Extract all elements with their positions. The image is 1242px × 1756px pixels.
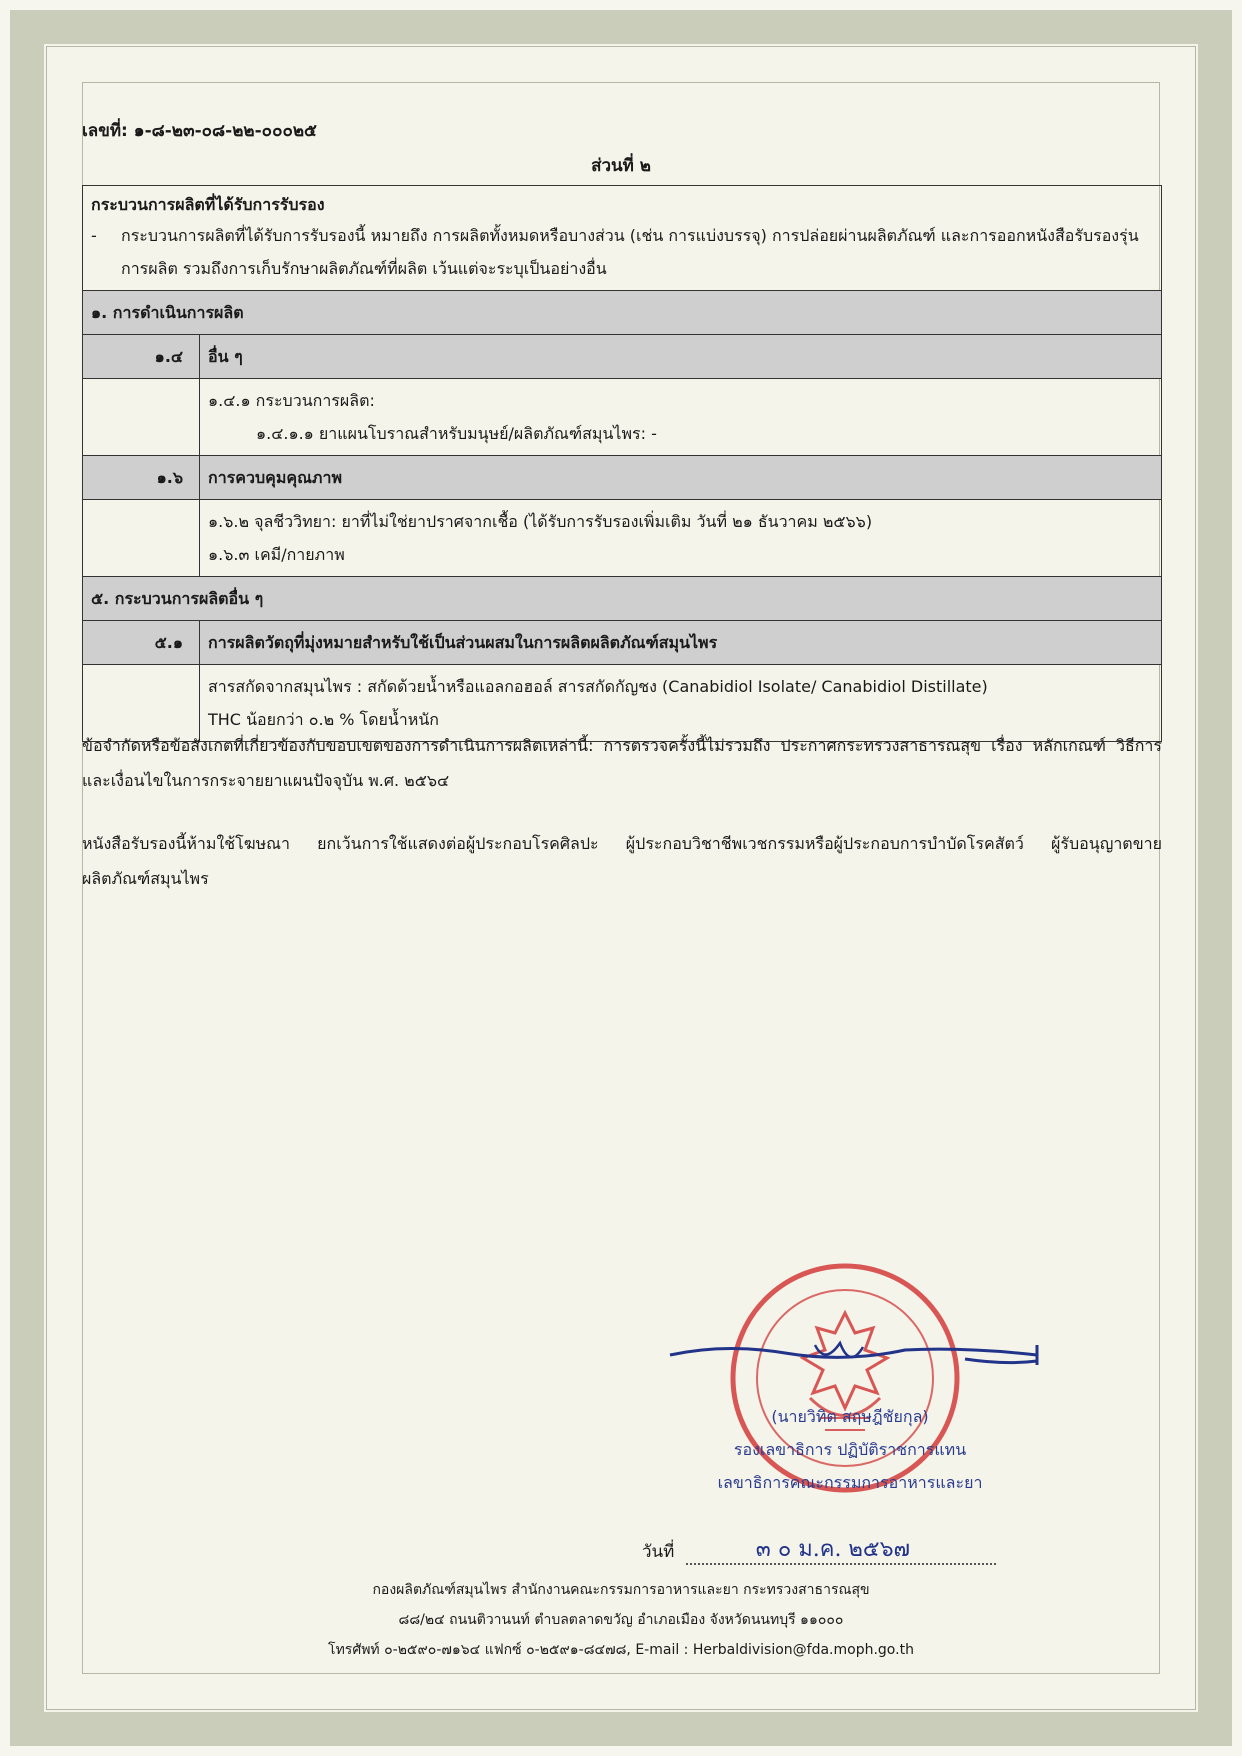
section-1-6-number: ๑.๖ bbox=[83, 456, 200, 500]
document-number: เลขที่: ๑-๘-๒๓-๐๘-๒๒-๐๐๐๒๕ bbox=[82, 121, 317, 141]
section-5-1-number: ๕.๑ bbox=[83, 621, 200, 665]
date-dotted-line bbox=[686, 1537, 996, 1565]
footer-address: ๘๘/๒๔ ถนนติวานนท์ ตำบลตลาดขวัญ อำเภอเมือง จังหวัดนนทบุรี ๑๑๐๐๐ bbox=[398, 1612, 844, 1628]
section-row bbox=[83, 456, 1162, 500]
item-1-4-1: ๑.๔.๑ กระบวนการผลิต: bbox=[208, 391, 375, 410]
section-1-header: ๑. การดำเนินการผลิต bbox=[83, 291, 1162, 335]
intro-text: กระบวนการผลิตที่ได้รับการรับรองนี้ หมายถึง การผลิตทั้งหมดหรือบางส่วน (เช่น การแบ่งบรรจุ) การปล่อยผ่านผลิตภัณฑ์ และการออกหนังสือรับรองรุ่นการผลิต รวมถึงการเก็บรักษาผลิตภัณฑ์ที่ผลิต เว้นแต่จะระบุเป็นอย่างอื่น bbox=[121, 226, 1139, 278]
section-5-1-title: การผลิตวัตถุที่มุ่งหมายสำหรับใช้เป็นส่วนผสมในการผลิตผลิตภัณฑ์สมุนไพร bbox=[200, 621, 1162, 665]
footer-department: กองผลิตภัณฑ์สมุนไพร สำนักงานคณะกรรมการอาหารและยา กระทรวงสาธารณสุข bbox=[372, 1582, 870, 1598]
section-row bbox=[83, 379, 1162, 456]
issue-date bbox=[642, 1538, 996, 1565]
signatory-position-2: เลขาธิการคณะกรรมการอาหารและยา bbox=[717, 1473, 983, 1492]
empty-number-cell bbox=[83, 379, 200, 456]
section-row bbox=[83, 291, 1162, 335]
date-value: ๓ ๐ ม.ค. ๒๕๖๗ bbox=[755, 1537, 911, 1562]
signature-icon bbox=[665, 1325, 1045, 1385]
advertising-restriction-paragraph: หนังสือรับรองนี้ห้ามใช้โฆษณา ยกเว้นการใช้แสดงต่อผู้ประกอบโรคศิลปะ ผู้ประกอบวิชาชีพเวชกรรมหรือผู้ประกอบการบำบัดโรคสัตว์ ผู้รับอนุญาตขายผลิตภัณฑ์สมุนไพร bbox=[82, 834, 1162, 888]
intro-heading: กระบวนการผลิตที่ได้รับการรับรอง bbox=[91, 195, 325, 214]
item-5-1-thc: THC น้อยกว่า ๐.๒ % โดยน้ำหนัก bbox=[208, 710, 439, 729]
section-row bbox=[83, 621, 1162, 665]
section-row bbox=[83, 500, 1162, 577]
item-1-4-1-1: ๑.๔.๑.๑ ยาแผนโบราณสำหรับมนุษย์/ผลิตภัณฑ์สมุนไพร: - bbox=[256, 424, 657, 443]
intro-row bbox=[83, 186, 1162, 291]
signatory-position-1: รองเลขาธิการ ปฏิบัติราชการแทน bbox=[733, 1440, 967, 1459]
limitation-paragraph: ข้อจำกัดหรือข้อสังเกตที่เกี่ยวข้องกับขอบเขตของการดำเนินการผลิตเหล่านี้: การตรวจครั้งนี้ไม่รวมถึง ประกาศกระทรวงสาธารณสุข เรื่อง หลักเกณฑ์ วิธีการ และเงื่อนไขในการกระจายยาแผนปัจจุบัน พ.ศ. ๒๕๖๔ bbox=[82, 736, 1162, 790]
footer-contact: โทรศัพท์ ๐-๒๕๙๐-๗๑๖๔ แฟกซ์ ๐-๒๕๙๑-๘๔๗๘, E-mail : Herbaldivision@fda.moph.go.th bbox=[328, 1642, 914, 1658]
intro-cell bbox=[83, 186, 1162, 291]
section-1-4-content bbox=[200, 379, 1162, 456]
section-5-header: ๕. กระบวนการผลิตอื่น ๆ bbox=[83, 577, 1162, 621]
section-title: ส่วนที่ ๒ bbox=[591, 156, 651, 176]
section-1-6-title: การควบคุมคุณภาพ bbox=[200, 456, 1162, 500]
section-row bbox=[83, 335, 1162, 379]
item-1-6-3: ๑.๖.๓ เคมี/กายภาพ bbox=[208, 545, 345, 564]
item-1-6-2: ๑.๖.๒ จุลชีววิทยา: ยาที่ไม่ใช่ยาปราศจากเชื้อ (ได้รับการรับรองเพิ่มเติม วันที่ ๒๑ ธันวาคม ๒๕๖๖) bbox=[208, 512, 873, 531]
certified-process-table bbox=[82, 185, 1162, 742]
intro-body bbox=[91, 219, 1153, 285]
empty-number-cell bbox=[83, 500, 200, 577]
section-row bbox=[83, 577, 1162, 621]
section-1-4-number: ๑.๔ bbox=[83, 335, 200, 379]
item-5-1-extract: สารสกัดจากสมุนไพร : สกัดด้วยน้ำหรือแอลกอฮอล์ สารสกัดกัญชง (Canabidiol Isolate/ Canabidiol Distillate) bbox=[208, 677, 988, 696]
section-1-4-title: อื่น ๆ bbox=[200, 335, 1162, 379]
signatory-name: (นายวิทิต สฤษฎีชัยกุล) bbox=[771, 1407, 929, 1426]
intro-dash: - bbox=[91, 226, 97, 245]
section-1-6-content bbox=[200, 500, 1162, 577]
date-label: วันที่ bbox=[642, 1542, 675, 1562]
